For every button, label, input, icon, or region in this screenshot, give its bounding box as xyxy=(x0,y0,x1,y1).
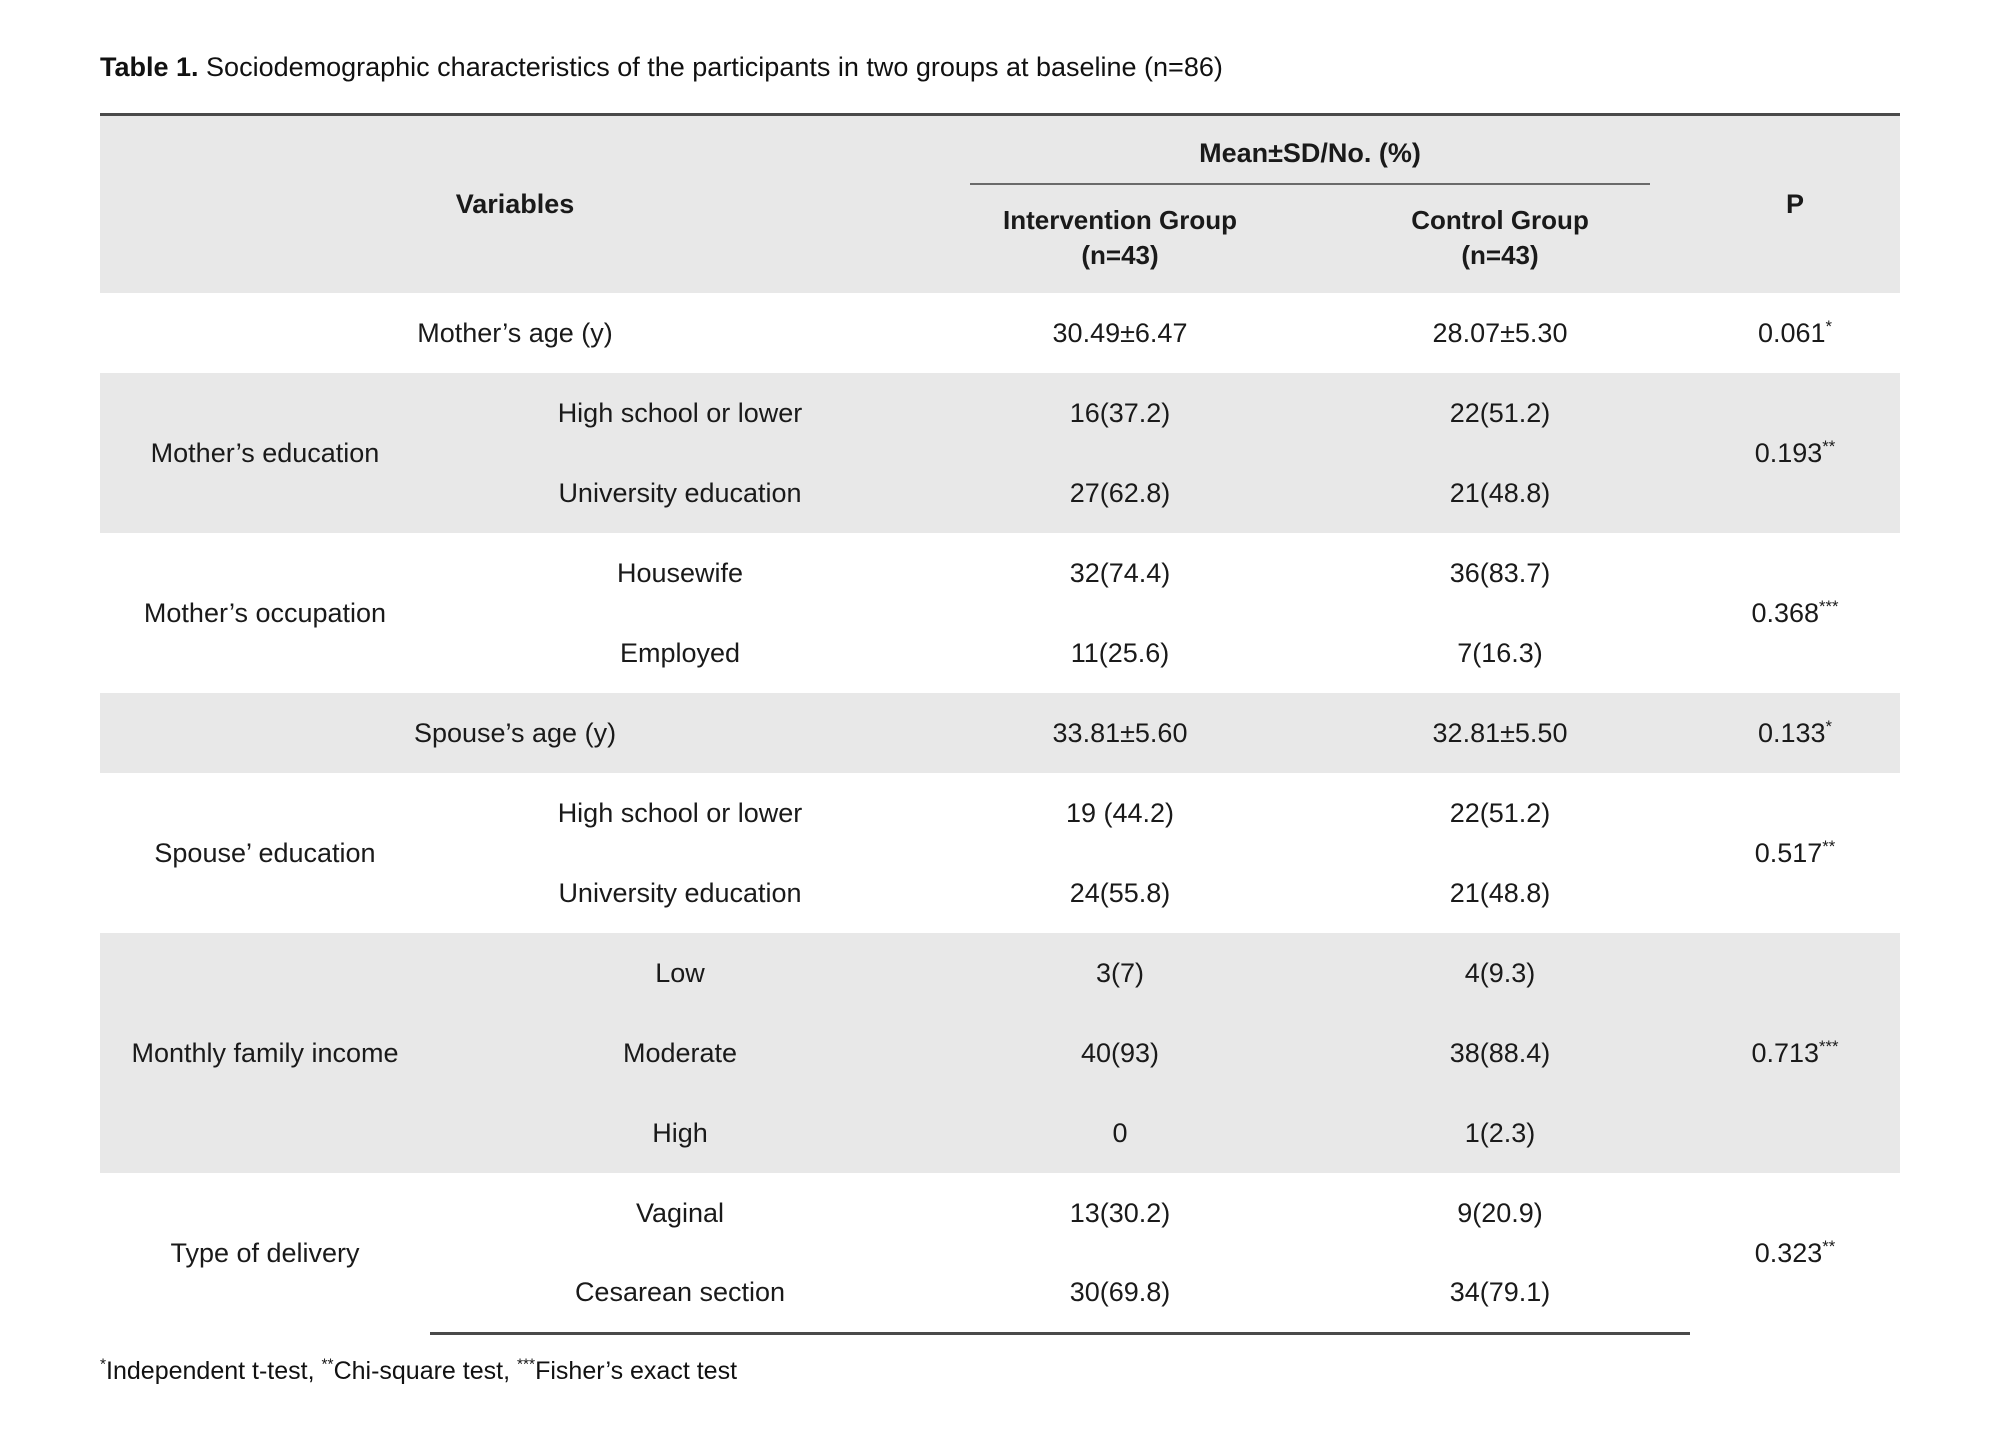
row-intervention: 0 xyxy=(930,1093,1310,1173)
table-row xyxy=(100,693,1900,773)
row-intervention: 30(69.8) xyxy=(930,1253,1310,1333)
row-subcategory: University education xyxy=(430,853,930,933)
row-intervention: 3(7) xyxy=(930,933,1310,1013)
row-control: 4(9.3) xyxy=(1310,933,1690,1013)
table-footnote xyxy=(100,1357,1900,1386)
row-intervention: 32(74.4) xyxy=(930,533,1310,613)
table-row xyxy=(100,533,1900,613)
row-control: 22(51.2) xyxy=(1310,773,1690,853)
p-value: 0.133 xyxy=(1757,717,1826,748)
row-p xyxy=(1690,933,1900,1173)
row-intervention: 33.81±5.60 xyxy=(930,693,1310,773)
row-intervention: 19 (44.2) xyxy=(930,773,1310,853)
row-variable: Mother’s education xyxy=(100,373,430,533)
table-row xyxy=(100,933,1900,1013)
table-row xyxy=(100,773,1900,853)
caption-text: Sociodemographic characteristics of the participants in two groups at baseline (n=86) xyxy=(198,52,1223,82)
header-row-top xyxy=(100,115,1900,196)
row-intervention: 27(62.8) xyxy=(930,453,1310,533)
row-variable: Mother’s occupation xyxy=(100,533,430,693)
row-subcategory: High school or lower xyxy=(430,373,930,453)
table-row xyxy=(100,373,1900,453)
header-control-group xyxy=(1310,195,1690,293)
footnote-text-3: Fisher’s exact test xyxy=(535,1356,738,1385)
footnote-marker-2: ** xyxy=(321,1356,334,1374)
row-intervention: 16(37.2) xyxy=(930,373,1310,453)
p-marker: *** xyxy=(1819,1036,1839,1056)
row-intervention: 11(25.6) xyxy=(930,613,1310,693)
row-variable: Spouse’s age (y) xyxy=(100,693,930,773)
row-p xyxy=(1690,533,1900,693)
sociodemographic-table xyxy=(100,113,1900,1335)
footnote-marker-1: * xyxy=(100,1356,107,1374)
table-body xyxy=(100,293,1900,1333)
p-value: 0.323 xyxy=(1754,1237,1823,1268)
p-marker: *** xyxy=(1819,596,1839,616)
p-marker: * xyxy=(1825,716,1833,736)
row-p xyxy=(1690,773,1900,933)
row-subcategory: Low xyxy=(430,933,930,1013)
p-value: 0.713 xyxy=(1751,1037,1820,1068)
row-control: 1(2.3) xyxy=(1310,1093,1690,1173)
row-intervention: 40(93) xyxy=(930,1013,1310,1093)
row-control: 22(51.2) xyxy=(1310,373,1690,453)
row-control: 7(16.3) xyxy=(1310,613,1690,693)
row-p xyxy=(1690,293,1900,373)
row-control: 21(48.8) xyxy=(1310,453,1690,533)
row-control: 32.81±5.50 xyxy=(1310,693,1690,773)
header-control-line2: (n=43) xyxy=(1461,240,1539,271)
row-subcategory: Employed xyxy=(430,613,930,693)
row-control: 36(83.7) xyxy=(1310,533,1690,613)
table-caption xyxy=(100,50,1900,85)
footnote-text-2: Chi-square test, xyxy=(333,1356,517,1385)
p-marker: ** xyxy=(1822,836,1836,856)
row-variable: Spouse’ education xyxy=(100,773,430,933)
row-p xyxy=(1690,373,1900,533)
row-p xyxy=(1690,1173,1900,1333)
row-subcategory: Vaginal xyxy=(430,1173,930,1253)
header-meansd-label: Mean±SD/No. (%) xyxy=(970,138,1650,185)
header-intervention-group xyxy=(930,195,1310,293)
row-control: 21(48.8) xyxy=(1310,853,1690,933)
row-control: 34(79.1) xyxy=(1310,1253,1690,1333)
row-p xyxy=(1690,693,1900,773)
row-intervention: 13(30.2) xyxy=(930,1173,1310,1253)
row-subcategory: Moderate xyxy=(430,1013,930,1093)
footnote-text-1: Independent t-test, xyxy=(106,1356,322,1385)
row-subcategory: High school or lower xyxy=(430,773,930,853)
header-control-line1: Control Group xyxy=(1411,205,1589,236)
row-variable: Monthly family income xyxy=(100,933,430,1173)
row-control: 9(20.9) xyxy=(1310,1173,1690,1253)
row-intervention: 24(55.8) xyxy=(930,853,1310,933)
p-value: 0.061 xyxy=(1757,317,1826,348)
row-subcategory: Cesarean section xyxy=(430,1253,930,1333)
header-intervention-line2: (n=43) xyxy=(1081,240,1159,271)
header-p: P xyxy=(1690,115,1900,294)
table-row xyxy=(100,293,1900,373)
header-meansd xyxy=(930,115,1690,196)
row-variable: Mother’s age (y) xyxy=(100,293,930,373)
table-header-group xyxy=(100,115,1900,294)
p-marker: ** xyxy=(1822,436,1836,456)
row-variable: Type of delivery xyxy=(100,1173,430,1333)
header-variables: Variables xyxy=(100,115,930,294)
row-intervention: 30.49±6.47 xyxy=(930,293,1310,373)
table-row xyxy=(100,1173,1900,1253)
p-marker: ** xyxy=(1822,1236,1836,1256)
p-marker: * xyxy=(1825,316,1833,336)
row-control: 38(88.4) xyxy=(1310,1013,1690,1093)
row-subcategory: University education xyxy=(430,453,930,533)
p-value: 0.517 xyxy=(1754,837,1823,868)
row-control: 28.07±5.30 xyxy=(1310,293,1690,373)
p-value: 0.368 xyxy=(1751,597,1820,628)
caption-label: Table 1. xyxy=(100,52,199,82)
p-value: 0.193 xyxy=(1754,437,1823,468)
header-intervention-line1: Intervention Group xyxy=(1003,205,1237,236)
row-subcategory: High xyxy=(430,1093,930,1173)
row-subcategory: Housewife xyxy=(430,533,930,613)
footnote-marker-3: *** xyxy=(516,1356,536,1374)
